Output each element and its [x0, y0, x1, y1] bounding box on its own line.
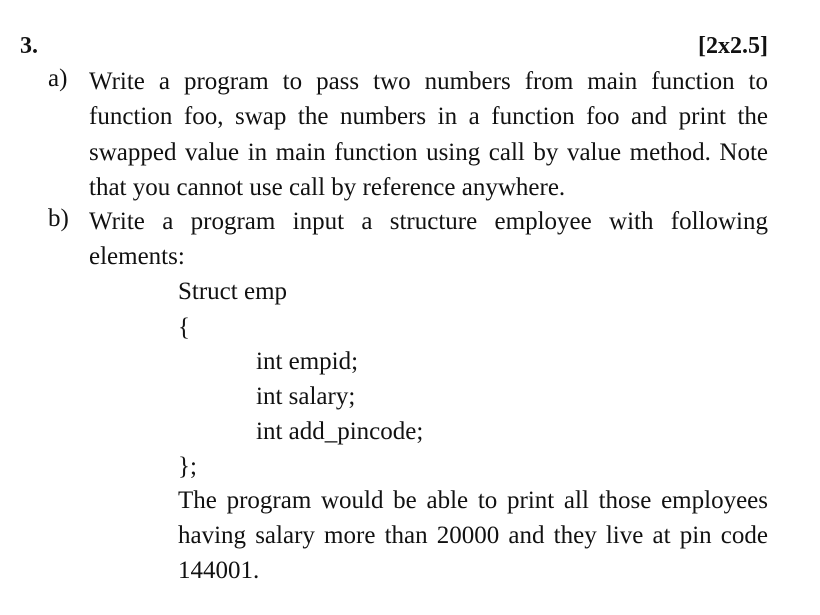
- part-b-text: Write a program input a structure employee with following elements:: [89, 208, 768, 271]
- struct-field: int add_pincode;: [256, 418, 424, 445]
- question-number: 3.: [20, 33, 38, 59]
- struct-close-brace: };: [178, 453, 197, 480]
- struct-open-brace: {: [178, 314, 190, 341]
- question-marks: [2x2.5]: [698, 33, 768, 59]
- part-a-label: a): [48, 65, 68, 92]
- part-b-label: b): [48, 205, 69, 232]
- struct-field: int empid;: [256, 348, 359, 375]
- part-a-text: Write a program to pass two numbers from main function to function foo, swap the numbers in a function foo and print the swapped value in main function using call by value method. Note that you cannot use call by reference anywhere.: [89, 68, 768, 202]
- part-b-closing-text: The program would be able to print all those employees having salary more than 20000 and they live at pin code 144001.: [178, 487, 768, 584]
- struct-field: int salary;: [256, 383, 356, 410]
- struct-header: Struct emp: [178, 278, 288, 305]
